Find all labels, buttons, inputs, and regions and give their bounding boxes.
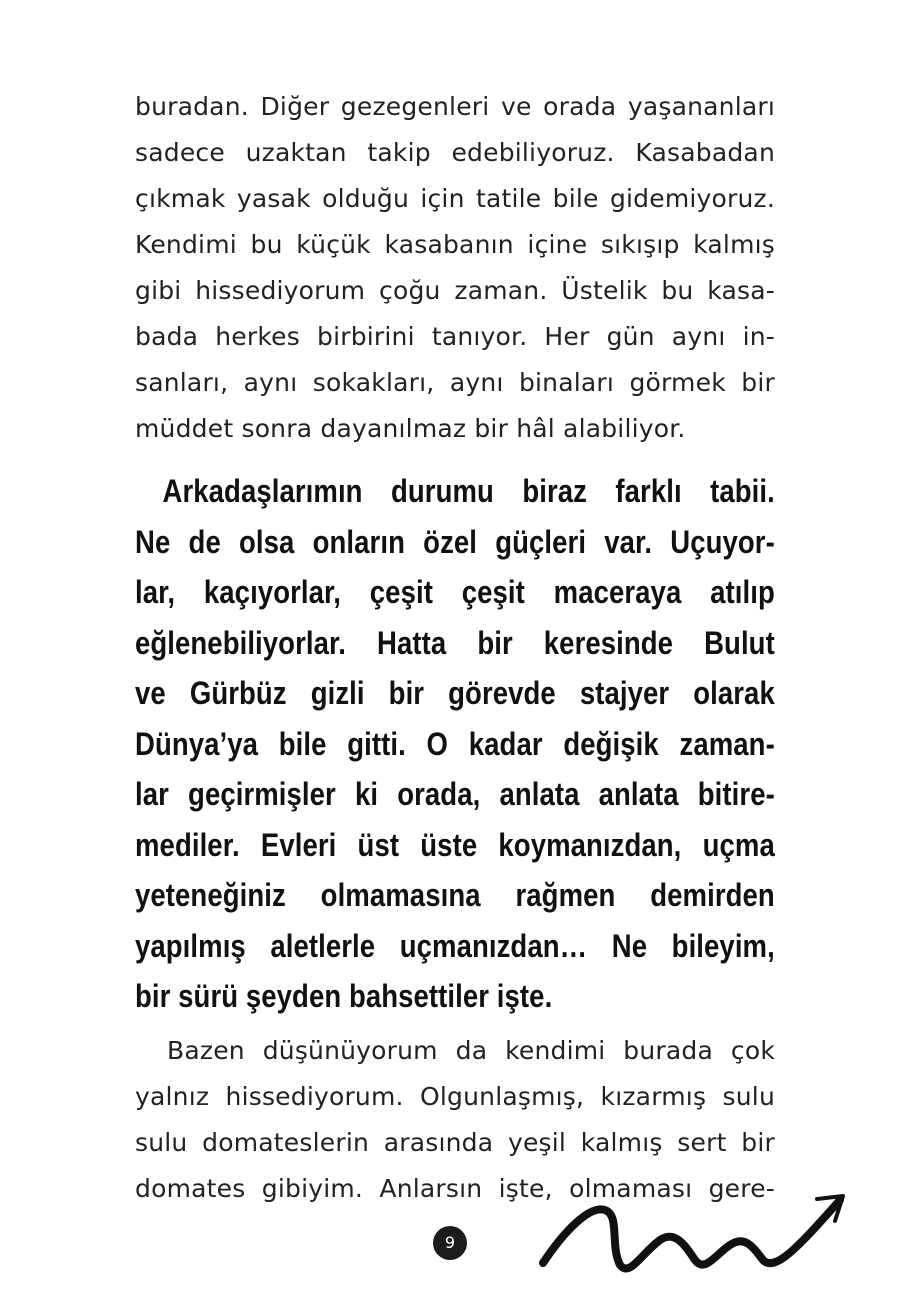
- page-number-badge: [433, 1226, 467, 1260]
- text-line: Arkadaşlarımın durumu biraz farklı tabii.: [162, 473, 775, 509]
- text-line: mediler. Evleri üst üste koymanızdan, uçma: [135, 826, 775, 863]
- text-line: Kendimi bu küçük kasabanın içine sıkışıp kalmış: [135, 230, 775, 259]
- text-line: lar, kaçıyorlar, çeşit çeşit maceraya atılıp: [135, 574, 775, 610]
- paragraph-handwritten-1: [135, 84, 775, 452]
- text-line: müddet sonra dayanılmaz bir hâl alabiliyor.: [135, 414, 686, 443]
- page-number: 9: [444, 1233, 456, 1252]
- text-line: sanları, aynı sokakları, aynı binaları görmek bir: [135, 368, 775, 397]
- text-line: bada herkes birbirini tanıyor. Her gün aynı in-: [135, 322, 775, 351]
- text-line: buradan. Diğer gezegenleri ve orada yaşananları: [135, 92, 775, 121]
- text-line: çıkmak yasak olduğu için tatile bile gidemiyoruz.: [135, 184, 775, 213]
- text-line: sadece uzaktan takip edebiliyoruz. Kasabadan: [135, 138, 775, 167]
- text-line: domates gibiyim. Anlarsın işte, olmaması gere-: [135, 1174, 775, 1203]
- text-line: ve Gürbüz gizli bir görevde stajyer olarak: [135, 675, 775, 711]
- text-line: Dünya’ya bile gitti. O kadar değişik zaman-: [135, 725, 775, 762]
- text-line: sulu domateslerin arasında yeşil kalmış sert bir: [135, 1128, 775, 1157]
- text-line: lar geçirmişler ki orada, anlata anlata bitire-: [135, 776, 775, 812]
- paragraph-bold: [135, 466, 775, 1022]
- squiggle-arrow-icon: [535, 1185, 855, 1280]
- text-line: bir sürü şeyden bahsettiler işte.: [135, 978, 553, 1014]
- text-line: yeteneğiniz olmamasına rağmen demirden: [135, 877, 775, 913]
- text-line: eğlenebiliyorlar. Hatta bir keresinde Bulut: [135, 624, 775, 661]
- text-line: yalnız hissediyorum. Olgunlaşmış, kızarmış sulu: [135, 1082, 775, 1111]
- text-line: gibi hissediyorum çoğu zaman. Üstelik bu kasa-: [135, 276, 775, 305]
- text-line: Bazen düşünüyorum da kendimi burada çok: [167, 1036, 775, 1065]
- text-line: yapılmış aletlerle uçmanızdan… Ne bileyim,: [135, 927, 775, 964]
- text-line: Ne de olsa onların özel güçleri var. Uçuyor-: [135, 523, 775, 560]
